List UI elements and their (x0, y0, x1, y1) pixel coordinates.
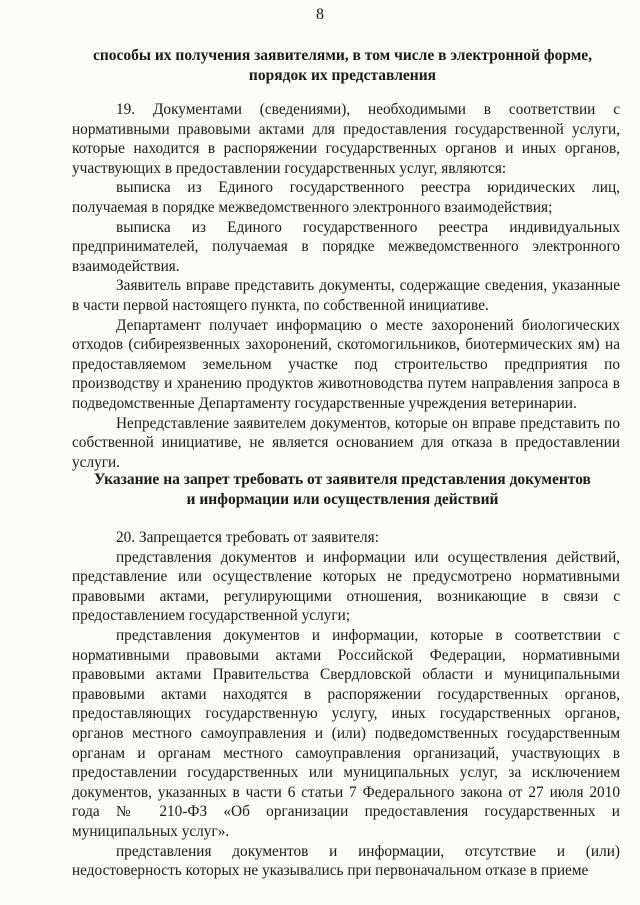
paragraph: Департамент получает информацию о месте захоронений биологических отходов (сибиреязвенных захоронений, скотомогильников, биотермических ям) на предоставляемом земельном участке под строительство предприятия по производству и хранению продуктов животноводства путем направления запроса в подведомственные Департаменту государственные учреждения ветеринарии. (72, 316, 620, 412)
section-heading-prohibition (70, 470, 615, 510)
section-body-documents (72, 100, 620, 472)
paragraph: представления документов и информации, отсутствие и (или) недостоверность которых не указывались при первоначальном отказе в приеме (72, 842, 620, 880)
heading-line: Указание на запрет требовать от заявителя представления документов (94, 471, 591, 488)
paragraph: представления документов и информации или осуществления действий, представление или осуществление которых не предусмотрено нормативными правовыми актами, регулирующими отношения, возникающие в связи с предоставлением государственной услуги; (72, 548, 620, 625)
paragraph: Непредставление заявителем документов, которые он вправе представить по собственной инициативе, не является основанием для отказа в предоставлении услуги. (72, 414, 620, 471)
paragraph: выписка из Единого государственного реестра юридических лиц, получаемая в порядке межведомственного электронного взаимодействия; (72, 179, 620, 216)
page-number: 8 (316, 6, 324, 23)
section-body-prohibition (72, 528, 620, 881)
heading-line: способы их получения заявителями, в том числе в электронной форме, (92, 47, 593, 64)
paragraph: Заявитель вправе представить документы, содержащие сведения, указанные в части первой настоящего пункта, по собственной инициативе. (72, 277, 620, 314)
paragraph: 19. Документами (сведениями), необходимыми в соответствии с нормативными правовыми актами для предоставления государственной услуги, которые находится в распоряжении государственных органов и иных органов, участвующих в предоставлении государственных услуг, являются: (72, 101, 620, 177)
paragraph: выписка из Единого государственного реестра индивидуальных предпринимателей, получаемая в порядке межведомственного электронного взаимодействия. (72, 218, 620, 275)
paragraph: 20. Запрещается требовать от заявителя: (116, 529, 379, 546)
heading-line: и информации или осуществления действий (186, 491, 499, 508)
section-heading-documents (70, 46, 615, 86)
paragraph: представления документов и информации, которые в соответствии с нормативными правовыми актами Российской Федерации, нормативными правовыми актами Правительства Свердловской области и муниципальными правовыми актами находятся в распоряжении государственных органов, предоставляющих государственную услугу, иных государственных органов, органов местного самоуправления и (или) подведомственных государственным органам и органам местного самоуправления организаций, участвующих в предоставлении государственных или муниципальных услуг, за исключением документов, указанных в части 6 статьи 7 Федерального закона от 27 июля 2010 года № 210-ФЗ «Об организации предоставления государственных и муниципальных услуг». (72, 626, 620, 840)
heading-line: порядок их представления (248, 67, 437, 84)
